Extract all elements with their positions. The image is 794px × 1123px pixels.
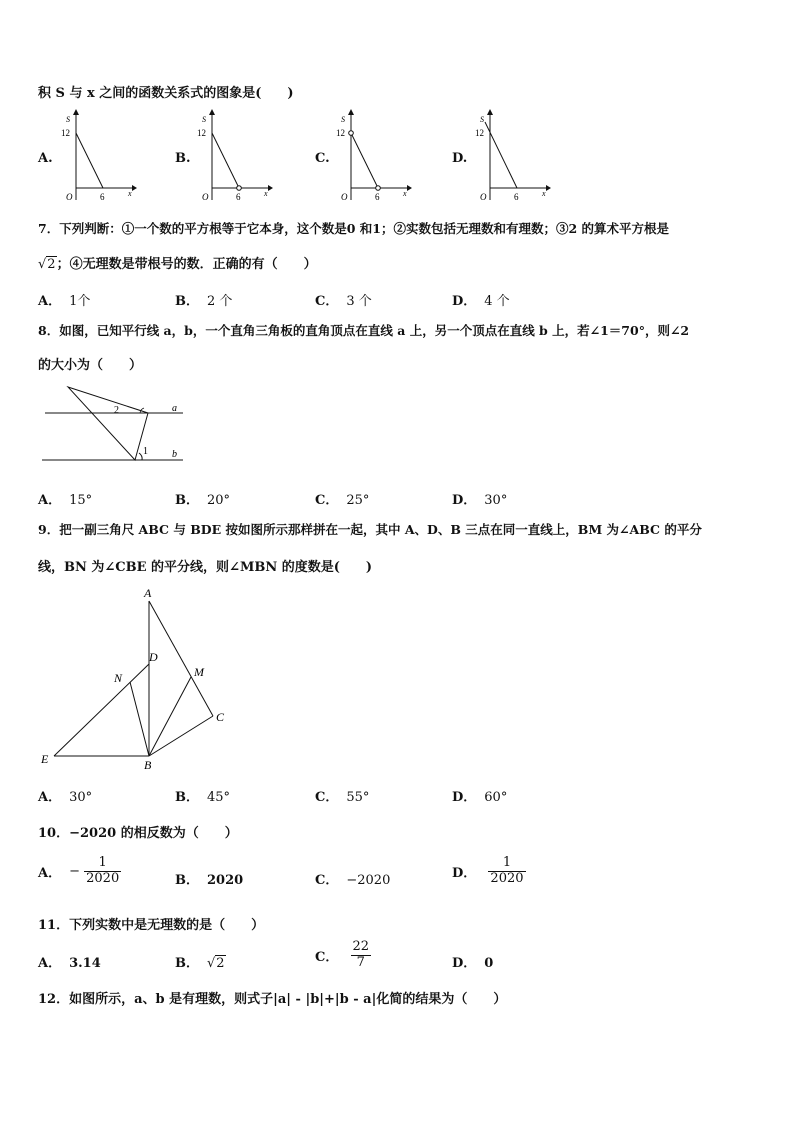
- q6-option-c-label: C.: [315, 151, 330, 166]
- y-tick-label: 12: [475, 128, 484, 138]
- origin-label: O: [66, 192, 73, 202]
- q11-option-c[interactable]: C． $\frac{22}{7}$: [315, 939, 370, 970]
- q10-stem: 10．−2020 的相反数为（ ）: [38, 826, 238, 841]
- q6-stem-tail: 积 S 与 x 之间的函数关系式的图象是( ): [38, 86, 294, 101]
- line-b-label: b: [172, 449, 177, 460]
- q8-figure: [40, 383, 190, 468]
- q9-stem-line1: 9．把一副三角尺 ABC 与 BDE 按如图所示那样拼在一起，其中 A、D、B 三点在同一直线上，BM 为∠ABC 的平分: [38, 522, 702, 537]
- q9-stem-line2: 线，BN 为∠CBE 的平分线，则∠MBN 的度数是( ): [38, 560, 373, 575]
- q6-option-a-label: A.: [38, 151, 53, 166]
- q6-graph-b: [194, 108, 274, 203]
- q6-graph-d: [472, 108, 552, 203]
- origin-label: O: [202, 192, 209, 202]
- x-tick-label: 6: [375, 192, 380, 202]
- q9-figure: [36, 585, 236, 770]
- s-axis-label: S: [202, 115, 206, 124]
- q10-option-c[interactable]: C． −2020: [315, 873, 391, 888]
- q8-option-c[interactable]: C． 25°: [315, 493, 370, 508]
- q7-option-d[interactable]: D． 4 个: [452, 294, 510, 309]
- q8-stem-line2: 的大小为（ ）: [38, 358, 143, 373]
- q8-stem-line1: 8．如图，已知平行线 a，b，一个直角三角板的直角顶点在直线 a 上，另一个顶点在直线 b 上，若∠1＝70°，则∠2: [38, 323, 690, 338]
- x-tick-label: 6: [236, 192, 241, 202]
- q6-option-b-label: B.: [175, 151, 191, 166]
- q7-sqrt-expression: √2: [38, 257, 56, 272]
- q8-option-d[interactable]: D． 30°: [452, 493, 508, 508]
- line-a-label: a: [172, 403, 177, 414]
- point-c-label: C: [216, 710, 225, 724]
- y-tick-label: 12: [197, 128, 206, 138]
- angle-1-label: 1: [143, 446, 148, 457]
- x-axis-label: x: [128, 189, 132, 198]
- fraction: $\frac{1}{2020}$: [86, 855, 120, 886]
- origin-label: O: [341, 192, 348, 202]
- point-a-label: A: [144, 586, 152, 600]
- q7-option-b[interactable]: B． 2 个: [175, 294, 233, 309]
- point-m-label: M: [194, 665, 204, 679]
- x-axis-label: x: [542, 189, 546, 198]
- q11-option-a[interactable]: A． 3.14: [38, 956, 101, 971]
- q9-option-d[interactable]: D． 60°: [452, 790, 508, 805]
- point-d-label: D: [149, 650, 158, 664]
- point-n-label: N: [114, 671, 123, 685]
- fraction: $\frac{22}{7}$: [352, 939, 370, 970]
- y-tick-label: 12: [336, 128, 345, 138]
- s-axis-label: S: [66, 115, 70, 124]
- q7-option-c[interactable]: C． 3 个: [315, 294, 372, 309]
- q8-option-b[interactable]: B． 20°: [175, 493, 231, 508]
- sqrt-expression: √2: [207, 956, 225, 971]
- x-tick-label: 6: [100, 192, 105, 202]
- q11-stem: 11．下列实数中是无理数的是（ ）: [38, 918, 265, 933]
- q8-option-a[interactable]: A． 15°: [38, 493, 93, 508]
- point-b-label: B: [144, 758, 152, 770]
- q7-option-a[interactable]: A． 1个: [38, 294, 91, 309]
- q10-option-a[interactable]: A． − $\frac{1}{2020}$: [38, 855, 120, 886]
- point-e-label: E: [41, 752, 49, 766]
- q11-option-d[interactable]: D． 0: [452, 956, 494, 971]
- q11-option-b[interactable]: B． √2: [175, 956, 225, 971]
- angle-2-label: 2: [114, 405, 119, 416]
- q6-option-d-label: D.: [452, 151, 468, 166]
- x-tick-label: 6: [514, 192, 519, 202]
- q10-option-d[interactable]: D． $\frac{1}{2020}$: [452, 855, 524, 886]
- q7-stem-line2: √2；④无理数是带根号的数．正确的有（ ）: [38, 257, 317, 272]
- x-axis-label: x: [403, 189, 407, 198]
- y-tick-label: 12: [61, 128, 70, 138]
- q12-stem: 12．如图所示，a、b 是有理数，则式子|a| - |b|+|b - a|化简的结果为（ ）: [38, 992, 507, 1007]
- q6-graph-c: [333, 108, 413, 203]
- q9-option-a[interactable]: A． 30°: [38, 790, 93, 805]
- q6-graph-a: [58, 108, 138, 203]
- q9-option-c[interactable]: C． 55°: [315, 790, 370, 805]
- x-axis-label: x: [264, 189, 268, 198]
- q9-option-b[interactable]: B． 45°: [175, 790, 231, 805]
- s-axis-label: S: [341, 115, 345, 124]
- origin-label: O: [480, 192, 487, 202]
- fraction: $\frac{1}{2020}$: [490, 855, 524, 886]
- s-axis-label: S: [480, 115, 484, 124]
- q7-stem-line1: 7．下列判断：①一个数的平方根等于它本身，这个数是0 和1；②实数包括无理数和有理数；③2 的算术平方根是: [38, 221, 669, 236]
- q10-option-b[interactable]: B． 2020: [175, 873, 244, 888]
